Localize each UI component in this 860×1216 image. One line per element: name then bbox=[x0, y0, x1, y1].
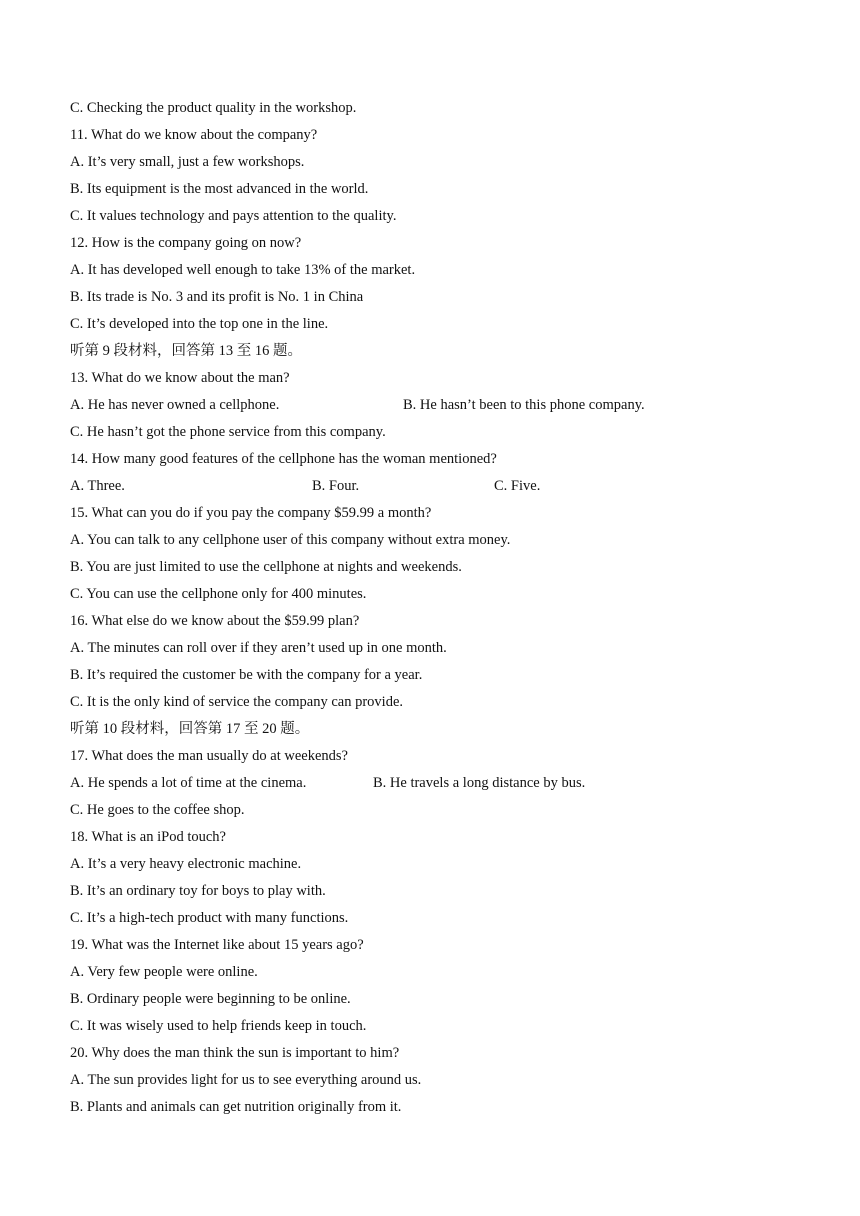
option-20b: B. Plants and animals can get nutrition originally from it. bbox=[70, 1099, 402, 1115]
options-row-14 bbox=[70, 476, 830, 503]
option-14b: B. Four. bbox=[312, 478, 360, 494]
option-18a: A. It’s a very heavy electronic machine. bbox=[70, 856, 302, 872]
option-17a: A. He spends a lot of time at the cinema. bbox=[70, 775, 307, 791]
option-20a: A. The sun provides light for us to see everything around us. bbox=[70, 1072, 422, 1088]
section-instruction-9: 听第 9 段材料，回答第 13 至 16 题。 bbox=[70, 343, 302, 359]
option-15b: B. You are just limited to use the cellphone at nights and weekends. bbox=[70, 559, 462, 575]
option-16c: C. It is the only kind of service the company can provide. bbox=[70, 694, 404, 710]
option-19b: B. Ordinary people were beginning to be online. bbox=[70, 991, 351, 1007]
option-12b: B. Its trade is No. 3 and its profit is No. 1 in China bbox=[70, 289, 364, 305]
question-15: 15. What can you do if you pay the company $59.99 a month? bbox=[70, 505, 432, 521]
option-13a: A. He has never owned a cellphone. bbox=[70, 397, 280, 413]
question-12: 12. How is the company going on now? bbox=[70, 235, 302, 251]
option-16b: B. It’s required the customer be with the company for a year. bbox=[70, 667, 423, 683]
question-20: 20. Why does the man think the sun is important to him? bbox=[70, 1045, 400, 1061]
option-19a: A. Very few people were online. bbox=[70, 964, 258, 980]
option-14c: C. Five. bbox=[494, 478, 541, 494]
option-14a: A. Three. bbox=[70, 478, 125, 494]
option-15a: A. You can talk to any cellphone user of this company without extra money. bbox=[70, 532, 511, 548]
question-16: 16. What else do we know about the $59.99 plan? bbox=[70, 613, 360, 629]
option-19c: C. It was wisely used to help friends keep in touch. bbox=[70, 1018, 367, 1034]
option-15c: C. You can use the cellphone only for 400 minutes. bbox=[70, 586, 367, 602]
option-11b: B. Its equipment is the most advanced in the world. bbox=[70, 181, 369, 197]
question-18: 18. What is an iPod touch? bbox=[70, 829, 226, 845]
option-12c: C. It’s developed into the top one in the line. bbox=[70, 316, 329, 332]
section-instruction-10: 听第 10 段材料，回答第 17 至 20 题。 bbox=[70, 721, 310, 737]
option-18c: C. It’s a high-tech product with many functions. bbox=[70, 910, 349, 926]
question-17: 17. What does the man usually do at weekends? bbox=[70, 748, 348, 764]
options-row-13 bbox=[70, 395, 830, 422]
option-12a: A. It has developed well enough to take 13% of the market. bbox=[70, 262, 416, 278]
option-17c: C. He goes to the coffee shop. bbox=[70, 802, 245, 818]
option-13b: B. He hasn’t been to this phone company. bbox=[403, 397, 645, 413]
option-16a: A. The minutes can roll over if they aren’t used up in one month. bbox=[70, 640, 447, 656]
option-13c: C. He hasn’t got the phone service from this company. bbox=[70, 424, 386, 440]
question-13: 13. What do we know about the man? bbox=[70, 370, 290, 386]
option-10c: C. Checking the product quality in the workshop. bbox=[70, 100, 357, 116]
options-row-17 bbox=[70, 773, 830, 800]
question-14: 14. How many good features of the cellphone has the woman mentioned? bbox=[70, 451, 497, 467]
option-17b: B. He travels a long distance by bus. bbox=[373, 775, 586, 791]
question-19: 19. What was the Internet like about 15 years ago? bbox=[70, 937, 364, 953]
option-11a: A. It’s very small, just a few workshops. bbox=[70, 154, 305, 170]
option-11c: C. It values technology and pays attention to the quality. bbox=[70, 208, 397, 224]
question-11: 11. What do we know about the company? bbox=[70, 127, 318, 143]
option-18b: B. It’s an ordinary toy for boys to play with. bbox=[70, 883, 326, 899]
document-page bbox=[70, 98, 830, 1124]
